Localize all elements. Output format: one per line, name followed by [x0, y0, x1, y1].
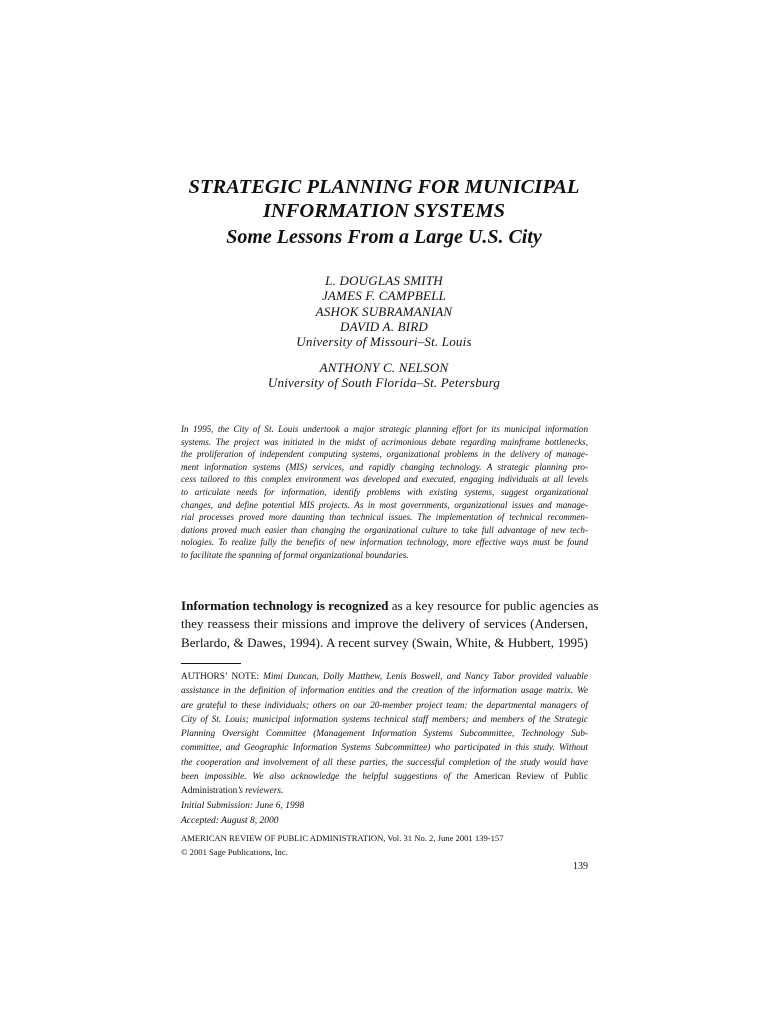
abstract-line: to facilitate the spanning of formal organizational boundaries. — [181, 549, 409, 560]
footnote-rule — [181, 663, 241, 664]
subtitle: Some Lessons From a Large U.S. City — [226, 226, 542, 248]
abstract-line: dations proved much easier than changing the organizational culture to take full advantage of new tech- — [181, 524, 588, 535]
title-line-1: STRATEGIC PLANNING FOR MUNICIPAL — [188, 176, 580, 198]
accepted-date: Accepted: August 8, 2000 — [181, 815, 279, 826]
author-block-1 — [0, 273, 768, 349]
body-lead-in: Information technology is recognized — [181, 598, 389, 613]
body-line: they reassess their missions and improve the delivery of services (Andersen, — [181, 616, 588, 632]
submission-dates — [181, 799, 304, 828]
note-label: AUTHORS’ NOTE: — [181, 672, 259, 682]
author-affiliation: University of South Florida–St. Petersburg — [267, 375, 501, 391]
abstract-line: ment information systems (MIS) services, and rapidly changing technology. A strategic planning pro- — [181, 461, 588, 472]
note-line: assistance in the definition of information entities and the creation of the information usage matrix. We — [181, 686, 588, 697]
note-text: ’s reviewers. — [237, 786, 284, 797]
abstract-line: the proliferation of independent computing systems, organizational problems in the delivery of manage- — [181, 449, 588, 460]
note-journal-name: American Review of Public — [473, 772, 588, 783]
abstract-line: rial processes proved more daunting than technical issues. The implementation of technical recommen- — [181, 512, 588, 523]
note-journal-name: Administration — [181, 786, 238, 797]
author-name: DAVID A. BIRD — [340, 318, 428, 334]
journal-info: AMERICAN REVIEW OF PUBLIC ADMINISTRATION, Vol. 31 No. 2, June 2001 139-157 — [181, 833, 504, 843]
author-name: ASHOK SUBRAMANIAN — [315, 303, 453, 319]
note-line — [181, 770, 588, 784]
note-line — [181, 670, 588, 684]
note-line: committee, and Geographic Information Systems Subcommittee) who participated in this study. Without — [181, 743, 588, 754]
author-name: ANTHONY C. NELSON — [319, 360, 449, 375]
initial-submission: Initial Submission: June 6, 1998 — [181, 801, 305, 811]
note-line: City of St. Louis; municipal information systems technical staff members; and members of the Strategic — [181, 714, 588, 725]
note-line — [181, 784, 588, 798]
abstract-line: to articulate needs for information, identify problems with existing systems, suggest organizational — [181, 486, 588, 497]
body-line: Berlardo, & Dawes, 1994). A recent survey (Swain, White, & Hubbert, 1995) — [181, 634, 588, 650]
copyright: © 2001 Sage Publications, Inc. — [181, 847, 288, 857]
body-paragraph — [181, 597, 599, 652]
note-line: the cooperation and involvement of all these parties, the successful completion of the study would have — [181, 757, 588, 768]
abstract-line: In 1995, the City of St. Louis undertook a major strategic planning effort for its municipal information — [181, 424, 588, 434]
note-line: are grateful to these individuals; others on our 20-member project team: the departmental managers of — [181, 700, 588, 711]
journal-citation — [181, 831, 504, 859]
authors-note — [181, 670, 588, 799]
title-line-2: INFORMATION SYSTEMS — [262, 200, 506, 222]
note-text: been impossible. We also acknowledge the helpful suggestions of the — [181, 772, 474, 783]
author-affiliation: University of Missouri–St. Louis — [296, 334, 472, 350]
body-line — [181, 597, 599, 615]
author-name: JAMES F. CAMPBELL — [321, 288, 447, 304]
abstract-line: nologies. To realize fully the benefits of new information technology, more effective ways must be found — [181, 537, 588, 548]
page-number: 139 — [573, 861, 588, 872]
abstract-line: systems. The project was initiated in the midst of acrimonious debate regarding mainframe bottlenecks, — [181, 436, 588, 447]
abstract-line: cess tailored to this complex environment was developed and executed, engaging individuals at all levels — [181, 474, 588, 485]
abstract-line: changes, and define potential MIS projects. As in most governments, organizational issues and manage- — [181, 499, 588, 510]
note-text: Mimi Duncan, Dolly Matthew, Lenis Boswell, and Nancy Tabor provided valuable — [258, 672, 588, 682]
author-name: L. DOUGLAS SMITH — [325, 273, 443, 288]
abstract — [181, 423, 588, 562]
body-line-1-text: as a key resource for public agencies as — [388, 598, 599, 613]
note-line: Planning Oversight Committee (Management Information Systems Subcommittee, Technology Sub- — [181, 729, 588, 740]
author-block-2 — [0, 360, 768, 391]
